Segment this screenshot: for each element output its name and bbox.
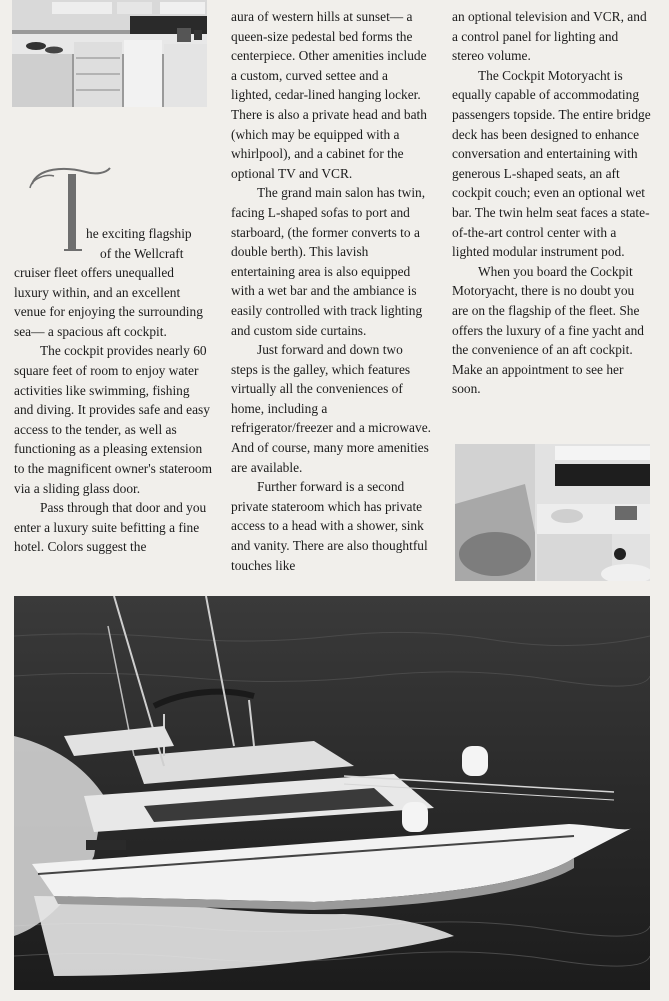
paragraph: Pass through that door and you enter a luxury suite befitting a fine hotel. Colors suggest the <box>14 500 207 555</box>
paragraph: When you board the Cockpit Motoryacht, there is no doubt you are on the flagship of the fleet. She offers the luxury of a fine yacht and the convenience of an aft cockpit. Make an appointment to see her soon. <box>452 263 644 397</box>
text-column-2 <box>231 7 431 575</box>
paragraph: The Cockpit Motoryacht is equally capable of accommodating passengers topside. The entire bridge deck has been designed to enhance conversation and entertaining with generous L-shaped seats, an aft cockpit couch; even an optional wet bar. The twin helm seat faces a state-of-the-art control center with a lighted modular instrument pod. <box>452 67 651 260</box>
galley-photo <box>12 0 207 107</box>
bathroom-photo <box>455 444 650 581</box>
paragraph: aura of western hills at sunset— a queen-size pedestal bed forms the centerpiece. Other amenities include a custom, curved settee and a lighted, cedar-lined hanging locker. There is also a private head and bath (which may be equipped with a whirlpool), and a cabinet for the optional TV and VCR. <box>231 9 427 181</box>
text-column-1 <box>14 263 212 557</box>
paragraph: Further forward is a second private stateroom which has private access to a head with a shower, sink and vanity. There are also thoughtful touches like <box>231 479 428 573</box>
text-column-3 <box>452 7 652 399</box>
paragraph: The cockpit provides nearly 60 square feet of room to enjoy water activities like swimming, fishing and diving. It provides safe and easy access to the tender, as well as functioning as a pleasing extension to the magnificent owner's stateroom via a sliding glass door. <box>14 343 213 496</box>
lead-text <box>86 224 216 263</box>
paragraph: The grand main salon has twin, facing L-shaped sofas to port and starboard, (the former converts to a double berth). This lavish entertaining area is also equipped with a wet bar and the ambiance is easily controlled with track lighting and custom side curtains. <box>231 185 426 338</box>
paragraph: an optional television and VCR, and a control panel for lighting and stereo volume. <box>452 9 647 64</box>
lead-line-1: he exciting flagship <box>86 226 192 241</box>
yacht-photo <box>14 596 650 990</box>
lead-line-2: of the Wellcraft <box>100 245 184 261</box>
drop-cap-letter: T <box>24 162 25 163</box>
paragraph: cruiser fleet offers unequalled luxury within, and an excellent venue for enjoying the surrounding sea— a spacious aft cockpit. <box>14 265 203 339</box>
paragraph: Just forward and down two steps is the galley, which features virtually all the conveniences of home, including a refrigerator/freezer and a microwave. And of course, many more amenities are available. <box>231 342 431 475</box>
